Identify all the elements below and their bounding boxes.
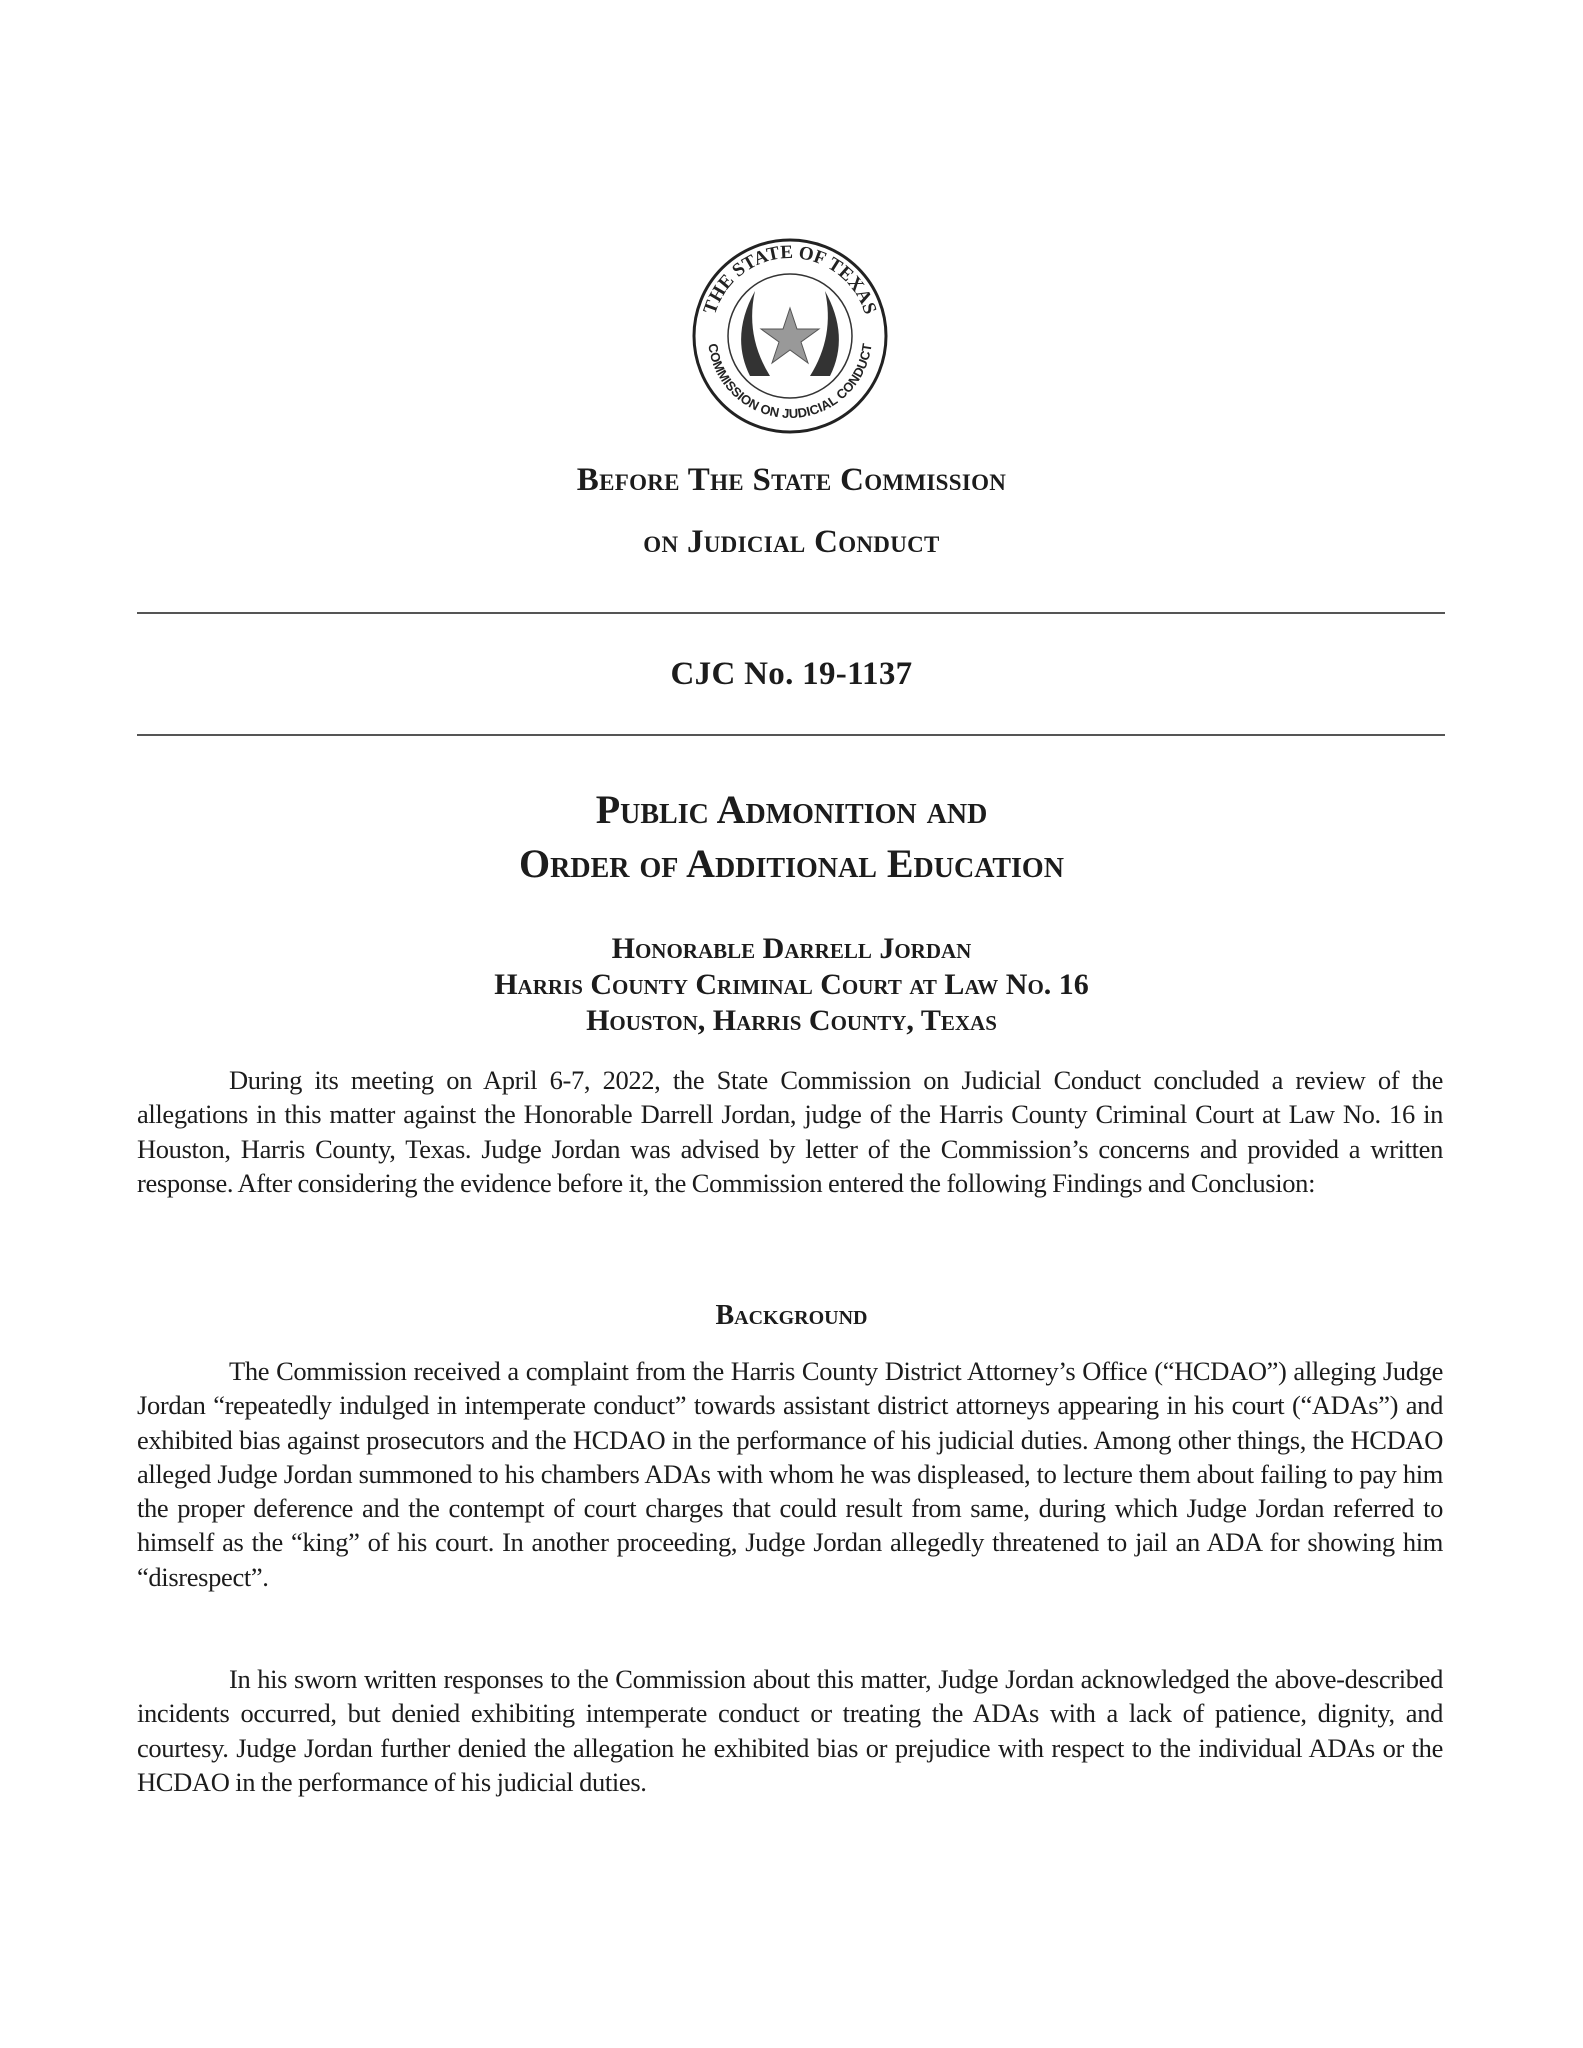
case-number: CJC No. 19-1137	[670, 656, 913, 692]
background-heading: Background	[715, 1300, 868, 1331]
background-paragraph-1	[137, 1354, 1443, 1594]
respondent-name: Honorable Darrell Jordan	[611, 932, 972, 965]
background-paragraph-2	[137, 1662, 1443, 1799]
paragraph-text: In his sworn written responses to the Commission about this matter, Judge Jordan acknowledged the above-described incidents occurred, but denied exhibiting intemperate conduct or treating the ADAs with a lack of patience, dignity, and courtesy. Judge Jordan further denied the allegation he exhibited bias or prejudice with respect to the individual ADAs or the HCDAO in the performance of his judicial duties.	[137, 1664, 1443, 1797]
divider	[137, 734, 1445, 736]
intro-text: During its meeting on April 6-7, 2022, the State Commission on Judicial Conduct concluded a review of the allegations in this matter against the Honorable Darrell Jordan, judge of the Harris County Criminal Court at Law No. 16 in Houston, Harris County, Texas. Judge Jordan was advised by letter of the Commission’s concerns and provided a written response. After considering the evidence before it, the Commission entered the following Findings and Conclusion:	[137, 1065, 1443, 1198]
paragraph-text: The Commission received a complaint from the Harris County District Attorney’s Office (“HCDAO”) alleging Judge Jordan “repeatedly indulged in intemperate conduct” towards assistant district attorneys appearing in his court (“ADAs”) and exhibited bias against prosecutors and the HCDAO in the performance of his judicial duties. Among other things, the HCDAO alleged Judge Jordan summoned to his chambers ADAs with whom he was displeased, to lecture them about failing to pay him the proper deference and the contempt of court charges that could result from same, during which Judge Jordan referred to himself as the “king” of his court. In another proceeding, Judge Jordan allegedly threatened to jail an ADA for showing him “disrespect”.	[137, 1356, 1443, 1592]
commission-seal-logo	[690, 236, 890, 436]
respondent-location: Houston, Harris County, Texas	[586, 1004, 997, 1037]
heading-before-commission: Before The State Commission	[576, 462, 1007, 498]
svg-text:COMMISSION ON JUDICIAL CONDUCT: COMMISSION ON JUDICIAL CONDUCT	[705, 342, 875, 422]
document-title-line2: Order of Additional Education	[519, 841, 1064, 886]
intro-paragraph	[137, 1063, 1443, 1200]
document-title-line1: Public Admonition and	[595, 787, 988, 832]
heading-judicial-conduct: on Judicial Conduct	[643, 524, 940, 560]
divider	[137, 612, 1445, 614]
respondent-court: Harris County Criminal Court at Law No. 16	[494, 968, 1089, 1001]
svg-text:THE STATE OF TEXAS: THE STATE OF TEXAS	[699, 241, 881, 317]
